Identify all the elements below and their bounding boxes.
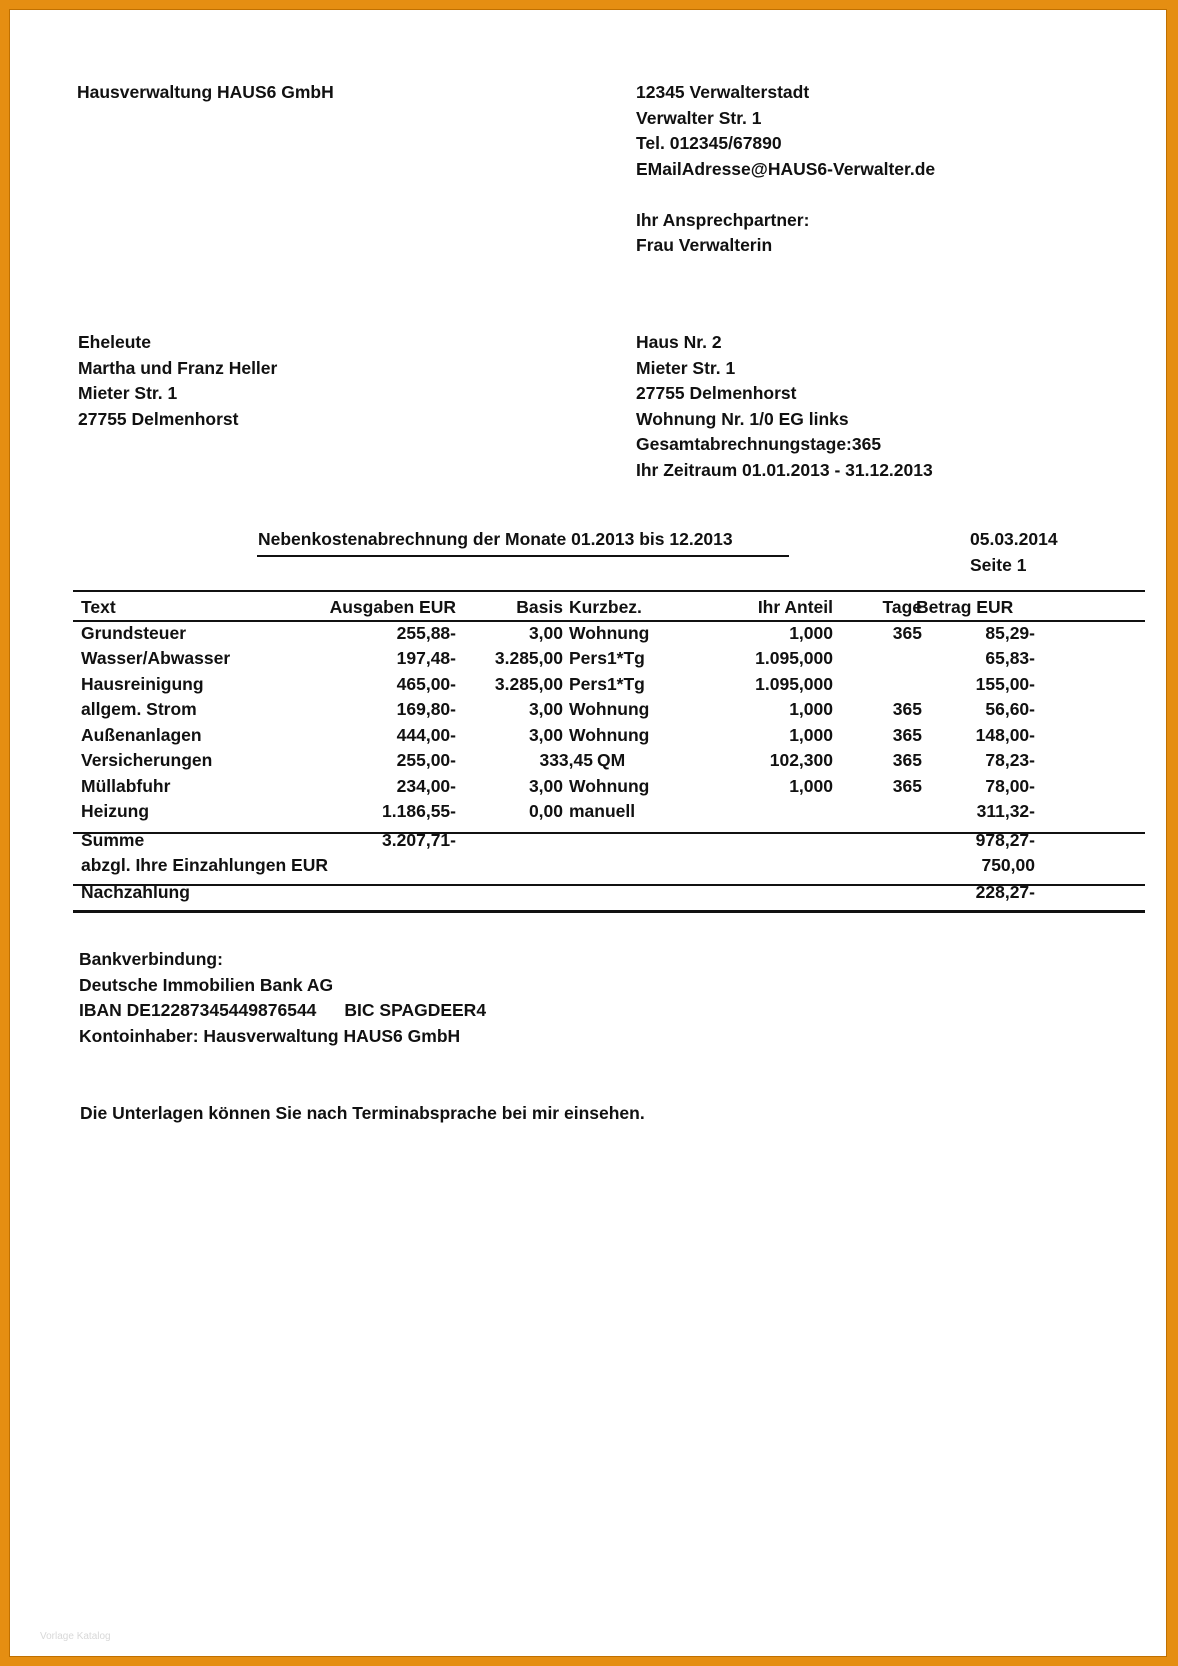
row-tage: 365 (892, 775, 922, 796)
title-underline (257, 555, 789, 557)
recipient-names: Martha und Franz Heller (78, 357, 278, 378)
sender-phone: Tel. 012345/67890 (636, 133, 782, 153)
bank-bic: BIC SPAGDEER4 (344, 1000, 487, 1020)
payments-row (73, 853, 1145, 879)
sum-betrag: 978,27- (975, 829, 1035, 850)
sum-ausgaben: 3.207,71- (382, 829, 456, 850)
sender-email: EMailAdresse@HAUS6-Verwalter.de (636, 158, 936, 179)
row-basis: 0,00 (528, 801, 563, 821)
header-tage: Tage (882, 597, 922, 617)
table-row (73, 646, 1145, 672)
row-betrag: 78,00- (985, 775, 1035, 796)
property-days: Gesamtabrechnungstage:365 (636, 434, 882, 454)
balance-label: Nachzahlung (81, 881, 190, 902)
row-kurzbez: Wohnung (569, 775, 650, 796)
row-betrag: 56,60- (985, 699, 1035, 719)
header-kurzbez: Kurzbez. (569, 597, 642, 617)
header-basis: Basis (516, 597, 563, 617)
row-basis: 333,45 (539, 750, 593, 770)
row-betrag: 85,29- (985, 622, 1035, 643)
row-anteil: 1,000 (789, 622, 833, 643)
row-betrag: 78,23- (985, 750, 1035, 770)
row-text: Hausreinigung (81, 673, 204, 694)
payments-betrag: 750,00 (981, 855, 1035, 875)
statement-meta (970, 527, 1058, 578)
statement-date: 05.03.2014 (970, 529, 1058, 549)
row-ausgaben: 465,00- (396, 673, 456, 694)
header-ausgaben: Ausgaben EUR (329, 597, 456, 617)
row-ausgaben: 444,00- (396, 724, 456, 745)
table-top-rule (73, 590, 1145, 592)
row-text: Müllabfuhr (81, 775, 171, 796)
row-kurzbez: Wohnung (569, 724, 650, 745)
row-betrag: 148,00- (975, 724, 1035, 745)
recipient-block (78, 330, 277, 432)
row-kurzbez: Wohnung (569, 622, 650, 643)
row-text: allgem. Strom (81, 699, 197, 719)
row-tage: 365 (892, 724, 922, 745)
cost-table (73, 595, 1145, 905)
row-betrag: 65,83- (985, 648, 1035, 668)
row-betrag: 311,32- (976, 801, 1035, 821)
row-text: Heizung (81, 801, 150, 821)
bank-name: Deutsche Immobilien Bank AG (79, 974, 334, 995)
balance-row (73, 880, 1145, 906)
bank-ids (79, 998, 486, 1024)
property-period: Ihr Zeitraum 01.01.2013 - 31.12.2013 (636, 459, 933, 480)
table-row (73, 774, 1145, 800)
row-basis: 3,00 (528, 699, 563, 719)
row-ausgaben: 255,88- (396, 622, 456, 643)
recipient-city: 27755 Delmenhorst (78, 408, 239, 429)
row-ausgaben: 255,00- (396, 750, 456, 770)
watermark: Vorlage Katalog (40, 1631, 111, 1642)
property-block (636, 330, 933, 483)
row-basis: 3,00 (528, 775, 563, 796)
row-anteil: 1,000 (789, 775, 833, 796)
row-basis: 3.285,00 (494, 648, 563, 668)
balance-betrag: 228,27- (975, 881, 1035, 902)
contact-name: Frau Verwalterin (636, 235, 773, 255)
table-bottom-rule (73, 910, 1145, 913)
table-header-row (73, 595, 1145, 621)
sum-row (73, 828, 1145, 854)
sender-name-block (77, 80, 334, 106)
table-row (73, 748, 1145, 774)
spacer (636, 182, 935, 208)
document-page (9, 9, 1167, 1657)
closing-note: Die Unterlagen können Sie nach Terminabsprache bei mir einsehen. (80, 1103, 645, 1123)
statement-title: Nebenkostenabrechnung der Monate 01.2013 bis 12.2013 (258, 529, 733, 549)
property-apartment: Wohnung Nr. 1/0 EG links (636, 408, 849, 429)
row-anteil: 1.095,000 (755, 673, 833, 694)
row-kurzbez: Wohnung (569, 699, 650, 719)
row-kurzbez: QM (597, 750, 626, 770)
row-basis: 3.285,00 (494, 673, 563, 694)
sender-city: 12345 Verwalterstadt (636, 82, 810, 102)
row-ausgaben: 197,48- (396, 648, 456, 668)
row-text: Versicherungen (81, 750, 213, 770)
sum-label: Summe (81, 829, 145, 850)
sender-name: Hausverwaltung HAUS6 GmbH (77, 82, 334, 102)
table-row (73, 672, 1145, 698)
header-betrag: Betrag EUR (916, 597, 1014, 617)
sender-address-block (636, 80, 935, 259)
header-anteil: Ihr Anteil (757, 597, 833, 617)
row-tage: 365 (892, 699, 922, 719)
bank-iban: IBAN DE12287345449876544 (79, 1000, 317, 1020)
row-text: Wasser/Abwasser (81, 648, 231, 668)
row-tage: 365 (892, 622, 922, 643)
row-ausgaben: 234,00- (396, 775, 456, 796)
row-text: Grundsteuer (81, 622, 187, 643)
row-ausgaben: 169,80- (396, 699, 456, 719)
contact-label: Ihr Ansprechpartner: (636, 209, 810, 230)
row-kurzbez: Pers1*Tg (569, 673, 645, 694)
row-kurzbez: manuell (569, 801, 636, 821)
table-row (73, 697, 1145, 723)
payments-label: abzgl. Ihre Einzahlungen EUR (81, 855, 328, 875)
bank-block (79, 947, 486, 1049)
header-text: Text (81, 597, 116, 617)
statement-page: Seite 1 (970, 554, 1027, 575)
row-anteil: 102,300 (769, 750, 833, 770)
table-row (73, 799, 1145, 825)
recipient-salutation: Eheleute (78, 332, 151, 352)
row-basis: 3,00 (528, 724, 563, 745)
row-text: Außenanlagen (81, 724, 202, 745)
row-kurzbez: Pers1*Tg (569, 648, 645, 668)
row-ausgaben: 1.186,55- (382, 801, 456, 821)
row-tage: 365 (892, 750, 922, 770)
table-body (73, 621, 1145, 825)
property-house: Haus Nr. 2 (636, 332, 722, 352)
table-row (73, 723, 1145, 749)
bank-label: Bankverbindung: (79, 949, 223, 969)
row-basis: 3,00 (528, 622, 563, 643)
property-street: Mieter Str. 1 (636, 357, 736, 378)
property-city: 27755 Delmenhorst (636, 383, 797, 403)
recipient-street: Mieter Str. 1 (78, 383, 178, 403)
sender-street: Verwalter Str. 1 (636, 107, 762, 128)
table-row (73, 621, 1145, 647)
row-betrag: 155,00- (975, 673, 1035, 694)
bank-holder: Kontoinhaber: Hausverwaltung HAUS6 GmbH (79, 1025, 461, 1046)
row-anteil: 1,000 (789, 699, 833, 719)
row-anteil: 1.095,000 (755, 648, 833, 668)
row-anteil: 1,000 (789, 724, 833, 745)
